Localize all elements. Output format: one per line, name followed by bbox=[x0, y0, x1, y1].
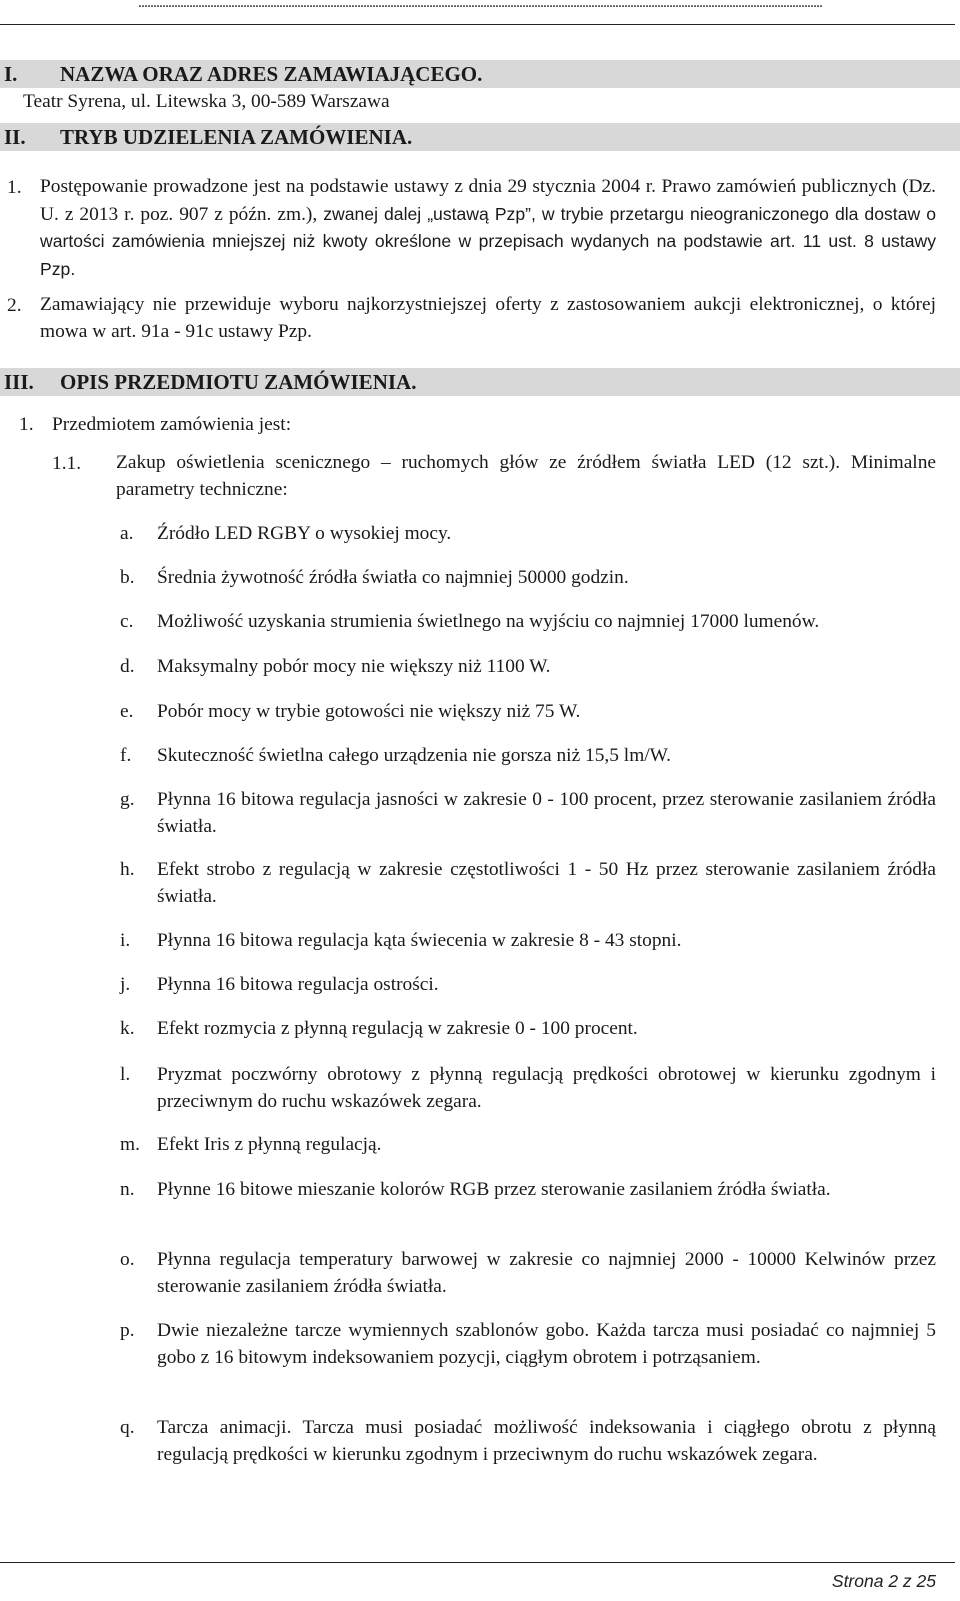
param-label: k. bbox=[120, 1018, 135, 1039]
section-3-p1-text: Przedmiotem zamówienia jest: bbox=[52, 414, 292, 435]
param-label: n. bbox=[120, 1179, 135, 1200]
param-text: Skuteczność świetlna całego urządzenia nie gorsza niż 15,5 lm/W. bbox=[157, 745, 672, 766]
param-text: Pryzmat poczwórny obrotowy z płynną regulacją prędkości obrotowej w kierunku zgodnym i przeciwnym do ruchu wskazówek zegara. bbox=[157, 1064, 936, 1112]
param-label: f. bbox=[120, 745, 132, 766]
section-2-p1-part-b: zwanej dalej „ustawą Pzp”, w trybie przetargu nieograniczonego dla dostaw o wartości zamówienia mniejszej niż kwoty określone w przepisach wydanych na podstawie art. 11 ust. 8 ustawy Pzp. bbox=[40, 203, 936, 279]
section-3-title: OPIS PRZEDMIOTU ZAMÓWIENIA. bbox=[60, 370, 417, 394]
param-label: o. bbox=[120, 1249, 135, 1270]
section-1-title: NAZWA ORAZ ADRES ZAMAWIAJĄCEGO. bbox=[60, 62, 483, 86]
param-label: j. bbox=[120, 974, 131, 995]
param-label: h. bbox=[120, 859, 135, 880]
subsection-1-1-text: Zakup oświetlenia scenicznego – ruchomych głów ze źródłem światła LED (12 szt.). Minimalne parametry techniczne: bbox=[116, 452, 936, 500]
section-2-p1-number: 1. bbox=[7, 177, 22, 198]
param-label: c. bbox=[120, 611, 134, 632]
param-text: Płynna 16 bitowa regulacja kąta świecenia w zakresie 8 - 43 stopni. bbox=[157, 930, 682, 951]
param-text: Dwie niezależne tarcze wymiennych szablonów gobo. Każda tarcza musi posiadać co najmniej 5 gobo z 16 bitowym indeksowaniem pozycji, ciągłym obrotem i potrząsaniem. bbox=[157, 1320, 936, 1368]
param-text: Średnia żywotność źródła światła co najmniej 50000 godzin. bbox=[157, 567, 629, 588]
param-text: Źródło LED RGBY o wysokiej mocy. bbox=[157, 523, 452, 544]
param-label: i. bbox=[120, 930, 131, 951]
section-3-number: III. bbox=[4, 370, 34, 394]
section-2-p1-text bbox=[40, 174, 936, 283]
param-text: Efekt Iris z płynną regulacją. bbox=[157, 1134, 382, 1155]
section-1-number: I. bbox=[4, 62, 18, 86]
param-text: Płynna regulacja temperatury barwowej w zakresie co najmniej 2000 - 10000 Kelwinów przez sterowanie zasilaniem źródła światła. bbox=[157, 1249, 936, 1297]
footer-rule bbox=[0, 1562, 955, 1563]
section-2-p2-number: 2. bbox=[7, 295, 22, 316]
param-label: q. bbox=[120, 1417, 135, 1438]
param-text: Płynne 16 bitowe mieszanie kolorów RGB przez sterowanie zasilaniem źródła światła. bbox=[157, 1179, 831, 1200]
param-label: g. bbox=[120, 789, 135, 810]
section-3-p1-number: 1. bbox=[19, 414, 34, 435]
param-text: Maksymalny pobór mocy nie większy niż 1100 W. bbox=[157, 656, 551, 677]
param-label: b. bbox=[120, 567, 135, 588]
param-label: p. bbox=[120, 1320, 135, 1341]
param-text: Możliwość uzyskania strumienia świetlnego na wyjściu co najmniej 17000 lumenów. bbox=[157, 611, 820, 632]
param-text: Płynna 16 bitowa regulacja ostrości. bbox=[157, 974, 439, 995]
section-3-heading bbox=[0, 368, 960, 396]
param-text: Efekt rozmycia z płynną regulacją w zakresie 0 - 100 procent. bbox=[157, 1018, 638, 1039]
section-2-number: II. bbox=[4, 125, 26, 149]
param-label: d. bbox=[120, 656, 135, 677]
section-2-title: TRYB UDZIELENIA ZAMÓWIENIA. bbox=[60, 125, 413, 149]
section-2-heading bbox=[0, 123, 960, 151]
param-text: Płynna 16 bitowa regulacja jasności w zakresie 0 - 100 procent, przez sterowanie zasilaniem źródła światła. bbox=[157, 789, 936, 837]
orderer-address: Teatr Syrena, ul. Litewska 3, 00-589 Warszawa bbox=[23, 91, 390, 112]
header-rule bbox=[0, 24, 955, 25]
subsection-1-1-number: 1.1. bbox=[52, 453, 82, 474]
param-text: Tarcza animacji. Tarcza musi posiadać możliwość indeksowania i ciągłego obrotu z płynną regulacją prędkości w kierunku zgodnym i przeciwnym do ruchu wskazówek zegara. bbox=[157, 1417, 936, 1465]
section-1-heading bbox=[0, 60, 960, 88]
section-2-p1-part-a: Postępowanie prowadzone jest na podstawie ustawy z dnia 29 stycznia 2004 r. Prawo zamówień publicznych (Dz. U. z 2013 r. poz. 907 z późn. zm.), bbox=[40, 176, 936, 225]
param-label: m. bbox=[120, 1134, 140, 1155]
param-label: e. bbox=[120, 701, 134, 722]
section-2-p2-text: Zamawiający nie przewiduje wyboru najkorzystniejszej oferty z zastosowaniem aukcji elektronicznej, o której mowa w art. 91a - 91c ustawy Pzp. bbox=[40, 294, 936, 342]
param-text: Pobór mocy w trybie gotowości nie większy niż 75 W. bbox=[157, 701, 581, 722]
param-label: l. bbox=[120, 1064, 131, 1085]
header-dots: .................................................................................................................................................................................................................................... bbox=[138, 0, 822, 11]
param-text: Efekt strobo z regulacją w zakresie częstotliwości 1 - 50 Hz przez sterowanie zasilaniem źródła światła. bbox=[157, 859, 936, 907]
param-label: a. bbox=[120, 523, 134, 544]
page-number: Strona 2 z 25 bbox=[831, 1571, 936, 1591]
